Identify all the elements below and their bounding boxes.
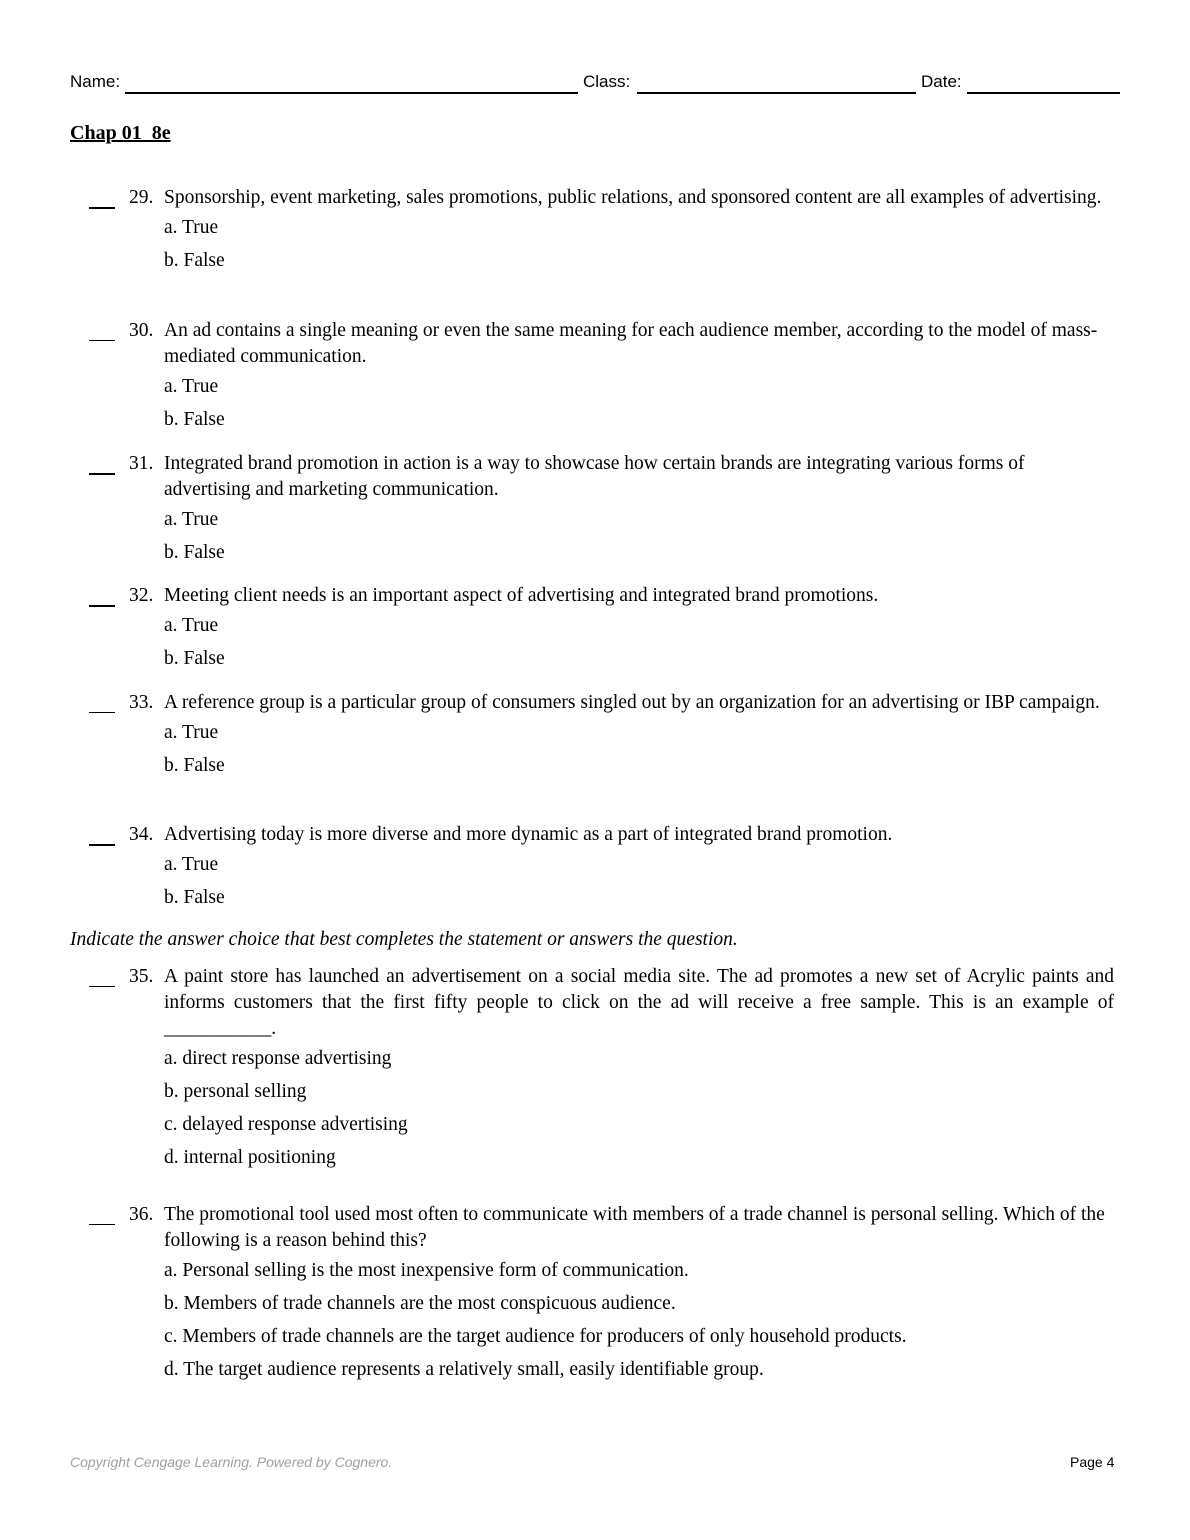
answer-blank[interactable] (89, 712, 115, 713)
question-29 (0, 185, 1190, 277)
answer-blank[interactable] (89, 340, 115, 341)
question-32 (0, 583, 1190, 675)
copyright-footer: Copyright Cengage Learning. Powered by Cognero. (70, 1454, 393, 1470)
question-34 (0, 822, 1190, 914)
answer-blank[interactable] (89, 207, 115, 209)
student-info-header (70, 70, 1120, 96)
option-a[interactable]: a. direct response advertising (164, 1048, 392, 1069)
question-text: A paint store has launched an advertisement on a social media site. The ad promotes a new set of Acrylic paints and informs customers that the first fifty people to click on the ad will receive a free sample. This is an example of ___________. (164, 966, 1114, 1039)
option-b[interactable]: b. False (164, 755, 225, 776)
option-b[interactable]: b. personal selling (164, 1081, 307, 1102)
question-31 (0, 451, 1190, 569)
question-number: 31. (129, 453, 154, 474)
question-number: 36. (129, 1204, 154, 1225)
option-b[interactable]: b. Members of trade channels are the most conspicuous audience. (164, 1293, 676, 1314)
class-label: Class: (583, 72, 631, 91)
question-number: 30. (129, 320, 154, 341)
question-number: 32. (129, 585, 154, 606)
question-number: 35. (129, 966, 154, 987)
option-b[interactable]: b. False (164, 409, 225, 430)
option-d[interactable]: d. The target audience represents a relatively small, easily identifiable group. (164, 1359, 764, 1380)
question-text: An ad contains a single meaning or even the same meaning for each audience member, according to the model of mass-mediated communication. (164, 320, 1098, 367)
question-text: Sponsorship, event marketing, sales promotions, public relations, and sponsored content are all examples of advertising. (164, 187, 1102, 208)
option-a[interactable]: a. True (164, 722, 219, 743)
answer-blank[interactable] (89, 844, 115, 846)
option-b[interactable]: b. False (164, 648, 225, 669)
question-36 (0, 1202, 1190, 1386)
name-field[interactable] (125, 92, 578, 94)
option-a[interactable]: a. True (164, 854, 219, 875)
name-label: Name: (70, 72, 121, 91)
question-35 (0, 964, 1190, 1174)
chapter-title: Chap 01_8e (70, 122, 171, 144)
question-text: Meeting client needs is an important aspect of advertising and integrated brand promotions. (164, 585, 879, 606)
date-label: Date: (921, 72, 962, 91)
question-text: Integrated brand promotion in action is a way to showcase how certain brands are integrating various forms of advertising and marketing communication. (164, 453, 1025, 500)
question-number: 34. (129, 824, 154, 845)
answer-blank[interactable] (89, 473, 115, 475)
option-d[interactable]: d. internal positioning (164, 1147, 336, 1168)
option-a[interactable]: a. True (164, 615, 219, 636)
option-b[interactable]: b. False (164, 887, 225, 908)
answer-blank[interactable] (89, 1224, 115, 1225)
question-text: The promotional tool used most often to communicate with members of a trade channel is personal selling. Which of the following is a reason behind this? (164, 1204, 1105, 1251)
date-field[interactable] (967, 92, 1120, 94)
question-33 (0, 690, 1190, 782)
section-instruction: Indicate the answer choice that best completes the statement or answers the question. (70, 929, 738, 950)
option-c[interactable]: c. Members of trade channels are the target audience for producers of only household products. (164, 1326, 907, 1347)
question-text: A reference group is a particular group of consumers singled out by an organization for an advertising or IBP campaign. (164, 692, 1100, 713)
answer-blank[interactable] (89, 986, 115, 987)
page-number: Page 4 (1070, 1454, 1115, 1470)
question-number: 33. (129, 692, 154, 713)
question-text: Advertising today is more diverse and more dynamic as a part of integrated brand promotion. (164, 824, 893, 845)
class-field[interactable] (637, 92, 916, 94)
question-number: 29. (129, 187, 154, 208)
option-b[interactable]: b. False (164, 542, 225, 563)
option-a[interactable]: a. Personal selling is the most inexpensive form of communication. (164, 1260, 689, 1281)
option-c[interactable]: c. delayed response advertising (164, 1114, 408, 1135)
option-a[interactable]: a. True (164, 217, 219, 238)
option-a[interactable]: a. True (164, 376, 219, 397)
answer-blank[interactable] (89, 605, 115, 607)
option-a[interactable]: a. True (164, 509, 219, 530)
option-b[interactable]: b. False (164, 250, 225, 271)
question-30 (0, 318, 1190, 436)
